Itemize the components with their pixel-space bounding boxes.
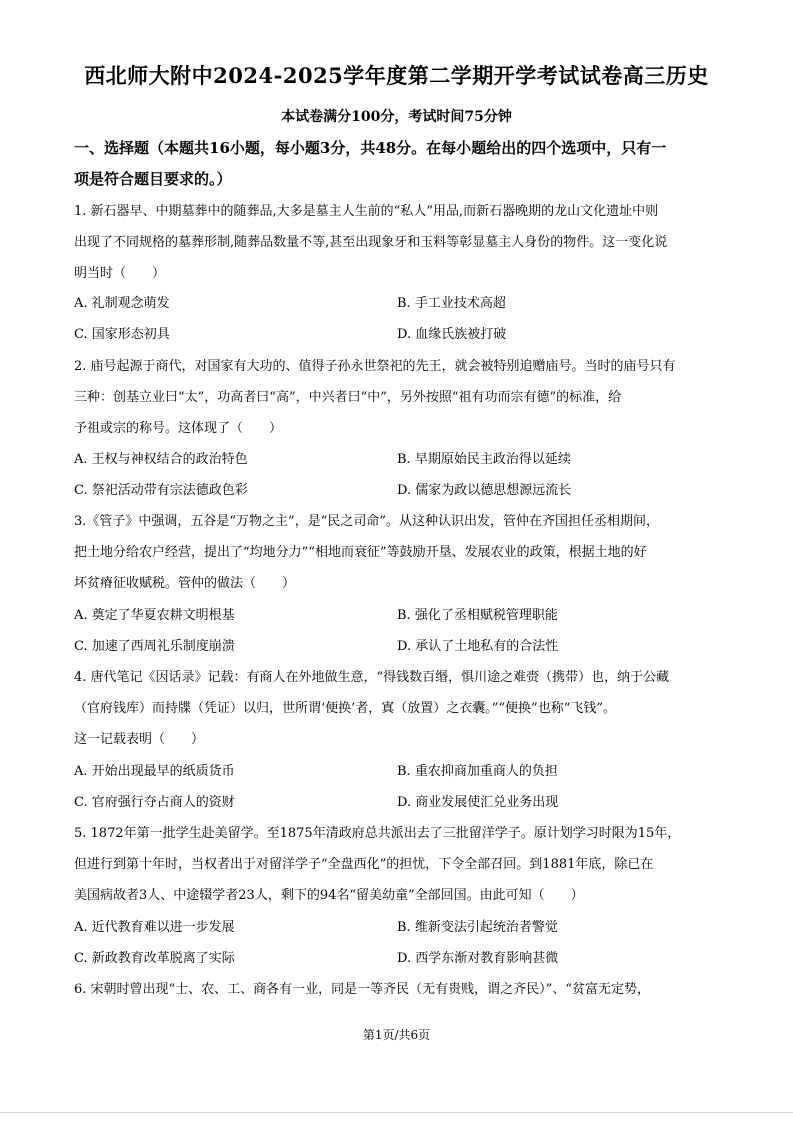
question-2-line-1: 2. 庙号起源于商代，对国家有大功的、值得子孙永世祭祀的先王，就会被特别追赠庙号。当时的庙号只有 <box>74 359 676 374</box>
question-5-option-c: C. 新政教育改革脱离了实际 <box>74 951 235 966</box>
question-2-line-3: 予祖或宗的称号。这体现了（ ） <box>74 421 283 436</box>
section-heading-line-2: 项是符合题目要求的。） <box>74 170 232 188</box>
question-1-option-b: B. 手工业技术高超 <box>397 296 506 311</box>
question-6-line-1: 6. 宋朝时曾出现“士、农、工、商各有一业，同是一等齐民（无有贵贱，谓之齐民）”、“贫富无定势， <box>74 982 650 997</box>
question-3-line-3: 坏贫瘠征收赋税。管仲的做法（ ） <box>74 576 296 591</box>
question-4-option-a: A. 开始出现最早的纸质货币 <box>74 764 235 779</box>
question-1-line-1: 1. 新石器早、中期墓葬中的随葬品,大多是墓主人生前的“私人”用品,而新石器晚期的龙山文化遗址中则 <box>74 204 659 219</box>
question-5-option-b: B. 维新变法引起统治者警觉 <box>397 920 558 935</box>
question-5-line-3: 美国病故者3人、中途辍学者23人，剩下的94名“留美幼童”全部回国。由此可知（ ） <box>74 888 584 903</box>
question-2-line-2: 三种：创基立业曰“太”，功高者曰“高”，中兴者曰“中”，另外按照“祖有功而宗有德”的标准，给 <box>74 390 622 405</box>
question-3-option-d: D. 承认了土地私有的合法性 <box>397 639 559 654</box>
section-heading-line-1: 一、选择题（本题共16小题，每小题3分，共48分。在每小题给出的四个选项中，只有一 <box>74 139 667 157</box>
question-1-option-a: A. 礼制观念萌发 <box>74 296 170 311</box>
question-3-line-1: 3.《管子》中强调，五谷是“万物之主”，是“民之司命”。从这种认识出发，管仲在齐国担任丞相期间， <box>74 514 659 529</box>
question-5-line-2: 但进行到第十年时，当权者出于对留洋学子“全盘西化”的担忧，下令全部召回。到1881年底，除已在 <box>74 857 654 872</box>
question-4-line-1: 4. 唐代笔记《因话录》记载：有商人在外地做生意，“得钱数百缗，惧川途之难赍（携带）也，纳于公藏 <box>74 670 670 685</box>
question-5-option-a: A. 近代教育难以进一步发展 <box>74 920 235 935</box>
question-1-line-2: 出现了不同规格的墓葬形制,随葬品数量不等,甚至出现象牙和玉料等彰显墓主人身份的物件。这一变化说 <box>74 235 668 250</box>
question-2-option-a: A. 王权与神权结合的政治特色 <box>74 452 248 467</box>
question-4-option-b: B. 重农抑商加重商人的负担 <box>397 764 558 779</box>
question-4-option-c: C. 官府强行夺占商人的资财 <box>74 795 235 810</box>
question-5-option-d: D. 西学东渐对教育影响甚微 <box>397 951 559 966</box>
page-number: 第1页/共6页 <box>362 1028 431 1042</box>
question-1-option-d: D. 血缘氏族被打破 <box>397 327 507 342</box>
question-3-line-2: 把土地分给农户经营，提出了“均地分力”“相地而衰征”等鼓励开垦、发展农业的政策，根据土地的好 <box>74 545 647 560</box>
page-bottom-divider <box>0 1112 793 1113</box>
question-1-line-3: 明当时（ ） <box>74 266 166 281</box>
question-2-option-d: D. 儒家为政以德思想源远流长 <box>397 483 572 498</box>
question-4-line-2: （官府钱库）而持牒（凭证）以归，世所谓‘便换’者，寘（放置）之衣囊。”“便换”也称“飞钱”。 <box>74 701 616 716</box>
question-2-option-c: C. 祭祀活动带有宗法德政色彩 <box>74 483 248 498</box>
exam-title: 西北师大附中2024-2025学年度第二学期开学考试试卷高三历史 <box>84 63 709 88</box>
question-1-option-c: C. 国家形态初具 <box>74 327 170 342</box>
exam-subtitle: 本试卷满分100分，考试时间75分钟 <box>281 109 512 125</box>
question-3-option-b: B. 强化了丞相赋税管理职能 <box>397 608 558 623</box>
question-3-option-c: C. 加速了西周礼乐制度崩溃 <box>74 639 235 654</box>
question-2-option-b: B. 早期原始民主政治得以延续 <box>397 452 571 467</box>
question-3-option-a: A. 奠定了华夏农耕文明根基 <box>74 608 235 623</box>
question-4-option-d: D. 商业发展使汇兑业务出现 <box>397 795 559 810</box>
question-4-line-3: 这一记载表明（ ） <box>74 732 205 747</box>
question-5-line-1: 5. 1872年第一批学生赴美留学。至1875年清政府总共派出去了三批留洋学子。原计划学习时限为15年， <box>74 826 681 841</box>
